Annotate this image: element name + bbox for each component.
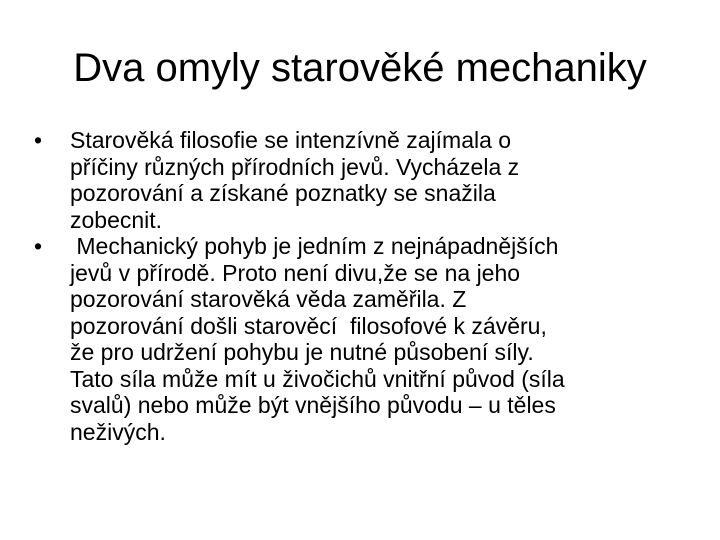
bullet-icon: •: [34, 233, 43, 259]
bullet-line: pozorování a získané poznatky se snažila: [70, 180, 496, 206]
slide-title: Dva omyly starověké mechaniky: [73, 46, 647, 90]
bullet-icon: •: [34, 127, 43, 153]
bullet-item-2: [34, 233, 694, 445]
bullet-line: zobecnit.: [70, 206, 163, 233]
bullet-line: svalů) nebo může být vnějšího původu – u těles: [70, 392, 556, 418]
bullet-line: Mechanický pohyb je jedním z nejnápadnějších: [70, 233, 559, 259]
bullet-line: jevů v přírodě. Proto není divu,že se na jeho: [70, 259, 521, 286]
bullet-line: Tato síla může mít u živočichů vnitřní původ (síla: [70, 365, 565, 392]
bullet-list: [34, 127, 694, 445]
bullet-line: že pro udržení pohybu je nutné působení síly.: [70, 339, 534, 365]
bullet-line: příčiny různých přírodních jevů. Vycházela z: [70, 153, 520, 180]
bullet-line: pozorování došli starověcí filosofové k závěru,: [70, 312, 547, 339]
bullet-line: neživých.: [70, 418, 166, 445]
bullet-item-1: [34, 127, 694, 233]
bullet-line: Starověká filosofie se intenzívně zajímala o: [70, 127, 512, 153]
bullet-line: pozorování starověká věda zaměřila. Z: [70, 286, 467, 312]
